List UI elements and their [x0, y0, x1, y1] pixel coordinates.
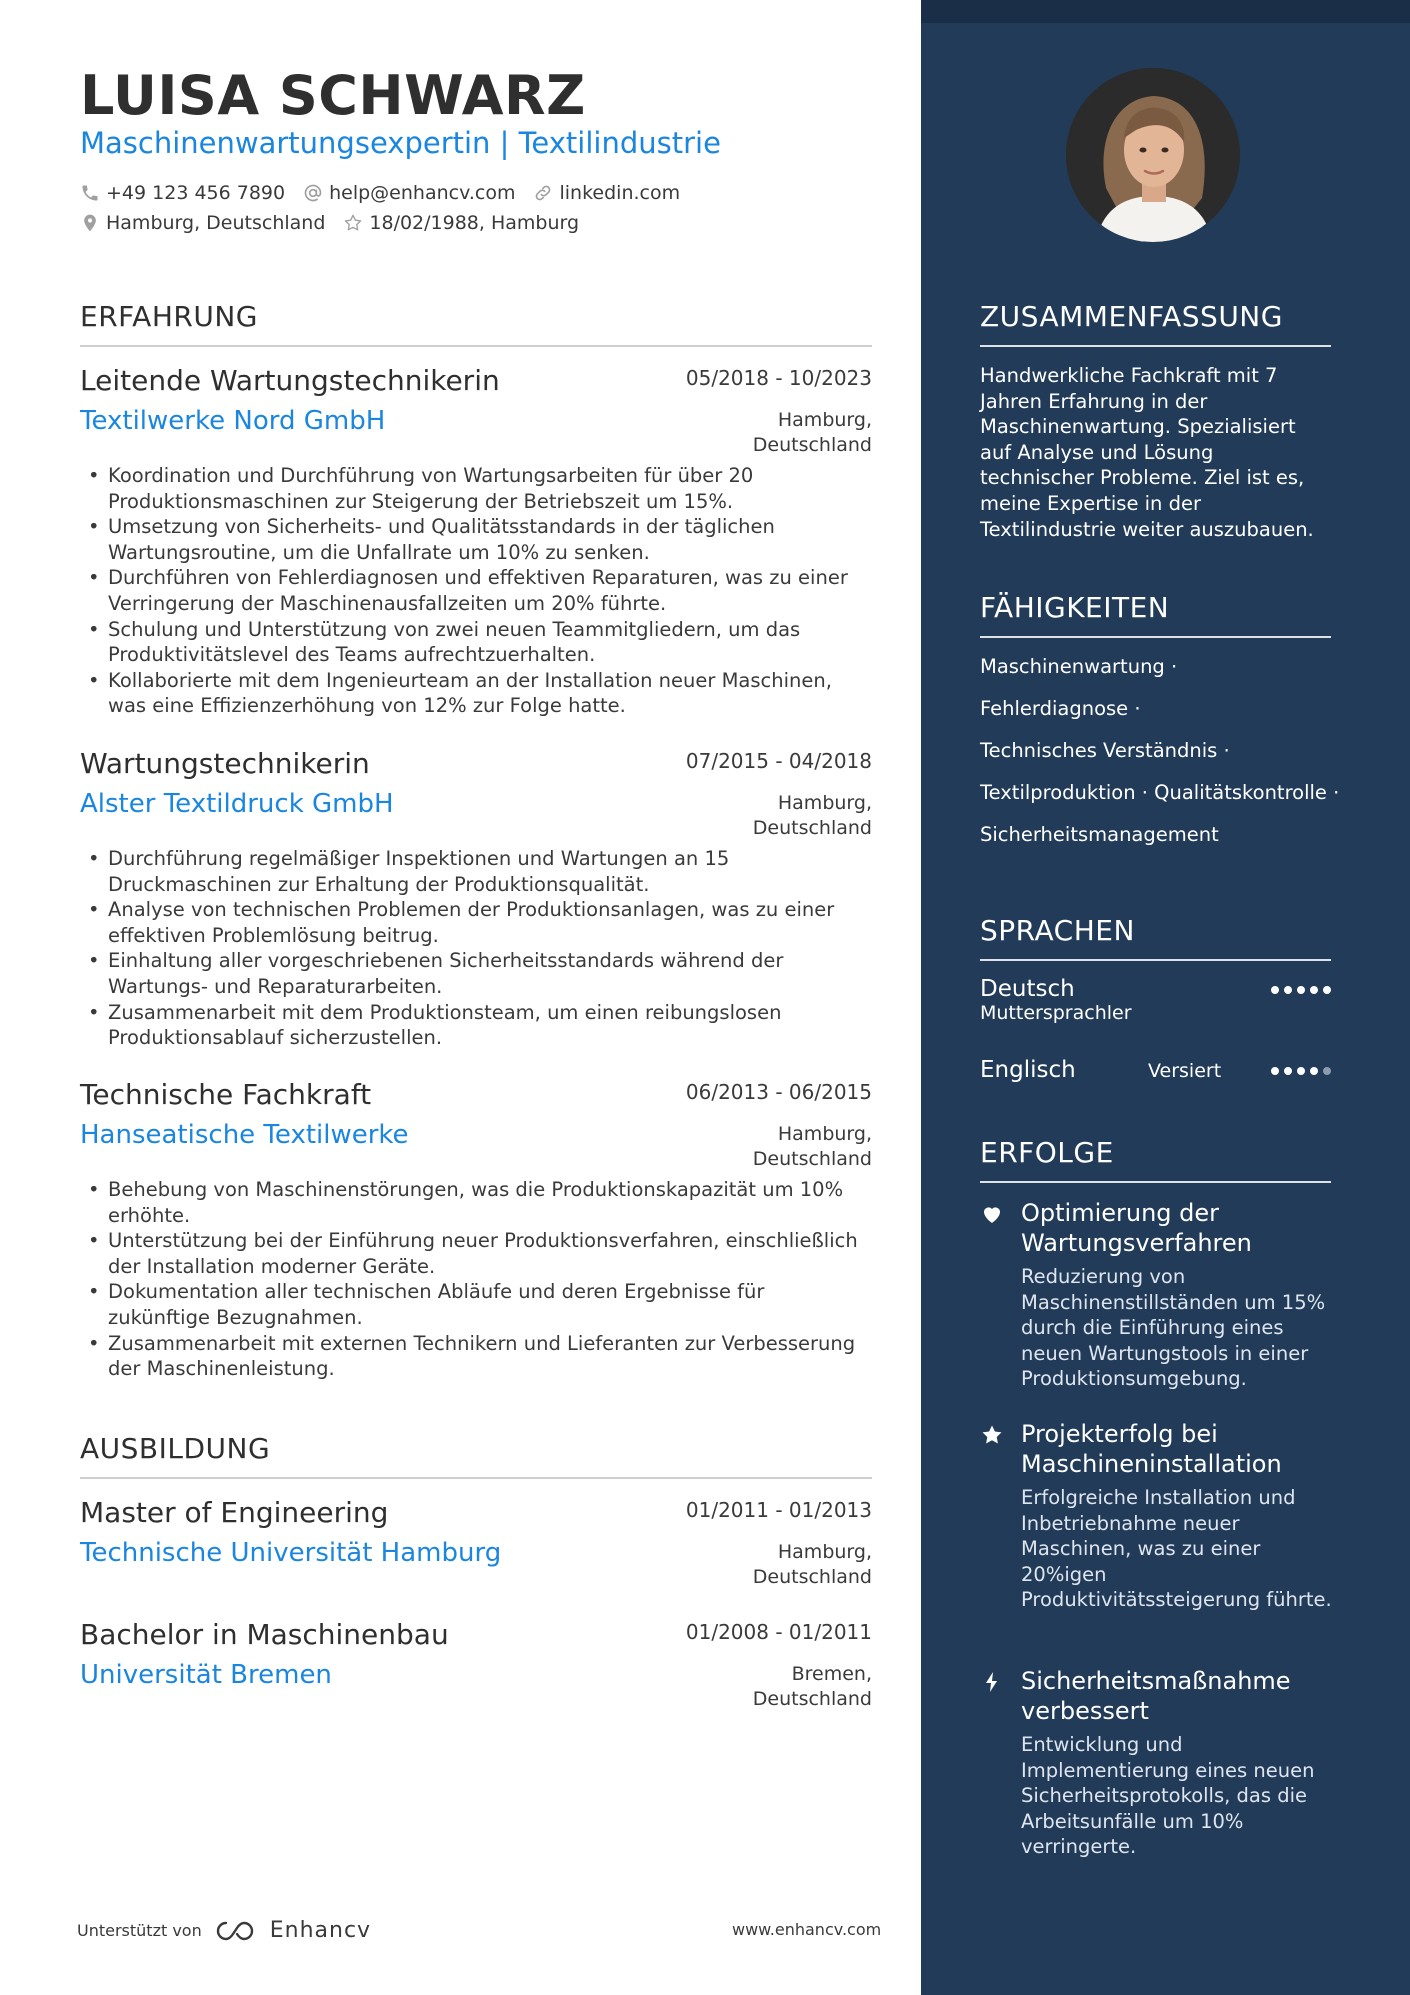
rating-dot-filled [1284, 986, 1292, 994]
list-item: • Analyse von technischen Problemen der Produktionsanlagen, was zu einer effektiven Problemlösung beitrug. [80, 897, 872, 948]
skill-line: Textilproduktion · Qualitätskontrolle · [980, 781, 1340, 804]
rating-dot-filled [1271, 986, 1279, 994]
list-item: • Zusammenarbeit mit dem Produktionsteam, um einen reibungslosen Produktionsablauf sicherzustellen. [80, 1000, 872, 1051]
job-location [753, 791, 872, 841]
job-bullets [80, 1177, 872, 1382]
language-rating [1266, 986, 1331, 994]
list-item: • Kollaborierte mit dem Ingenieurteam an der Installation neuer Maschinen, was eine Effizienzerhöhung von 12% zur Folge hatte. [80, 668, 872, 719]
rating-dot-filled [1284, 1067, 1292, 1075]
education-divider [80, 1477, 872, 1479]
language-name: Englisch [980, 1057, 1076, 1083]
list-item: • Dokumentation aller technischen Abläufe und deren Ergebnisse für zukünftige Bezugnahmen. [80, 1279, 872, 1330]
summary-text: Handwerkliche Fachkraft mit 7 Jahren Erfahrung in der Maschinenwartung. Spezialisiert auf Analyse und Lösung technischer Probleme. Ziel ist es, meine Expertise in der Textilindustrie weiter auszubauen. [980, 364, 1314, 541]
school-location-country: Deutschland [752, 1688, 872, 1710]
skills-list [980, 652, 1360, 862]
skill-line: Sicherheitsmanagement [980, 823, 1219, 846]
rating-dot-empty [1323, 1067, 1331, 1075]
list-item: • Behebung von Maschinenstörungen, was die Produktionskapazität um 10% erhöhte. [80, 1177, 872, 1228]
achievement-description: Erfolgreiche Installation und Inbetriebnahme neuer Maschinen, was zu einer 20%igen Produktivitätssteigerung führte. [1021, 1486, 1332, 1612]
language-level: Muttersprachler [980, 1002, 1132, 1024]
languages-divider [980, 959, 1331, 961]
job-location-city: Hamburg, [777, 409, 872, 431]
job-date: 06/2013 - 06/2015 [685, 1080, 872, 1104]
location-item [80, 212, 325, 234]
enhancv-logo-icon [214, 1919, 260, 1943]
achievement-title: Projekterfolg bei Maschineninstallation [1021, 1420, 1282, 1478]
list-item: • Schulung und Unterstützung von zwei neuen Teammitgliedern, um das Produktivitätslevel des Teams aufrechtzuerhalten. [80, 617, 872, 668]
job-bullets [80, 463, 872, 719]
linkedin-link[interactable]: linkedin.com [559, 182, 681, 204]
experience-heading: ERFAHRUNG [80, 300, 258, 333]
job-date: 07/2015 - 04/2018 [685, 749, 872, 773]
education-date: 01/2008 - 01/2011 [685, 1620, 872, 1644]
school-location-city: Bremen, [791, 1663, 872, 1685]
job-company: Hanseatische Textilwerke [80, 1120, 409, 1150]
footer-powered-text: Unterstützt von [77, 1921, 202, 1940]
skills-divider [980, 636, 1331, 638]
star-icon [980, 1423, 1004, 1447]
contact-row-2 [80, 212, 597, 234]
email-link[interactable]: help@enhancv.com [329, 182, 516, 204]
heart-icon [980, 1202, 1004, 1226]
degree-title: Master of Engineering [80, 1496, 389, 1529]
link-icon [533, 183, 553, 203]
rating-dot-filled [1310, 986, 1318, 994]
footer-brand: Enhancv [269, 1918, 372, 1943]
achievements-divider [980, 1181, 1331, 1183]
list-item: • Durchführung regelmäßiger Inspektionen und Wartungen an 15 Druckmaschinen zur Erhaltung der Produktionsqualität. [80, 846, 872, 897]
school-location-city: Hamburg, [777, 1541, 872, 1563]
star-outline-icon [343, 213, 363, 233]
achievements-heading: ERFOLGE [980, 1136, 1114, 1169]
education-date: 01/2011 - 01/2013 [685, 1498, 872, 1522]
at-icon [303, 183, 323, 203]
achievement-title: Optimierung der Wartungsverfahren [1021, 1199, 1252, 1257]
list-item: • Koordination und Durchführung von Wartungsarbeiten für über 20 Produktionsmaschinen zur Steigerung der Betriebszeit um 15%. [80, 463, 872, 514]
rating-dot-filled [1297, 1067, 1305, 1075]
list-item: • Einhaltung aller vorgeschriebenen Sicherheitsstandards während der Wartungs- und Reparaturarbeiten. [80, 948, 872, 999]
birth-item [343, 212, 579, 234]
job-title: Technische Fachkraft [80, 1078, 372, 1111]
sidebar-top-bar [921, 0, 1410, 23]
list-item: • Unterstützung bei der Einführung neuer Produktionsverfahren, einschließlich der Installation moderner Geräte. [80, 1228, 872, 1279]
portrait-illustration [1066, 68, 1240, 242]
summary-divider [980, 345, 1331, 347]
job-title: Wartungstechnikerin [80, 747, 370, 780]
skill-line: Fehlerdiagnose · [980, 697, 1141, 720]
rating-dot-filled [1323, 986, 1331, 994]
footer-url[interactable]: www.enhancv.com [732, 1920, 882, 1939]
language-entry-1 [980, 976, 1331, 1024]
school-name: Universität Bremen [80, 1660, 332, 1690]
skill-line: Technisches Verständnis · [980, 739, 1230, 762]
list-item: • Zusammenarbeit mit externen Technikern und Lieferanten zur Verbesserung der Maschinenleistung. [80, 1331, 872, 1382]
experience-divider [80, 345, 872, 347]
rating-dot-filled [1310, 1067, 1318, 1075]
contact-row-1 [80, 182, 698, 204]
avatar [1066, 68, 1240, 242]
job-title: Leitende Wartungstechnikerin [80, 364, 500, 397]
job-location-country: Deutschland [752, 817, 872, 839]
phone-icon [80, 183, 100, 203]
job-company: Textilwerke Nord GmbH [80, 406, 386, 436]
job-location [753, 408, 872, 458]
sidebar [921, 0, 1410, 1995]
job-location-country: Deutschland [752, 434, 872, 456]
lightning-icon [980, 1670, 1004, 1694]
language-rating [1266, 1067, 1331, 1075]
job-location-country: Deutschland [752, 1148, 872, 1170]
job-company: Alster Textildruck GmbH [80, 789, 394, 819]
job-date: 05/2018 - 10/2023 [685, 366, 872, 390]
email-item[interactable] [303, 182, 515, 204]
rating-dot-filled [1271, 1067, 1279, 1075]
list-item: • Durchführen von Fehlerdiagnosen und effektiven Reparaturen, was zu einer Verringerung der Maschinenausfallzeiten um 20% führte. [80, 565, 872, 616]
degree-title: Bachelor in Maschinenbau [80, 1618, 449, 1651]
achievement-description: Entwicklung und Implementierung eines neuen Sicherheitsprotokolls, das die Arbeitsunfälle um 10% verringerte. [1021, 1733, 1315, 1859]
location-pin-icon [80, 213, 100, 233]
achievement-description: Reduzierung von Maschinenstillständen um 15% durch die Einführung eines neuen Wartungstools in einer Produktionsumgebung. [1021, 1265, 1326, 1391]
headline: Maschinenwartungsexpertin | Textilindustrie [80, 126, 721, 160]
birth-text: 18/02/1988, Hamburg [369, 212, 580, 234]
job-location-city: Hamburg, [777, 792, 872, 814]
list-item: • Umsetzung von Sicherheits- und Qualitätsstandards in der täglichen Wartungsroutine, um die Unfallrate um 10% zu senken. [80, 514, 872, 565]
summary-heading: ZUSAMMENFASSUNG [980, 300, 1283, 333]
skills-heading: FÄHIGKEITEN [980, 591, 1170, 624]
rating-dot-filled [1297, 986, 1305, 994]
footer-powered-by[interactable] [77, 1918, 371, 1943]
languages-heading: SPRACHEN [980, 914, 1135, 947]
language-name: Deutsch [980, 976, 1075, 1002]
school-location [753, 1540, 872, 1590]
school-name: Technische Universität Hamburg [80, 1538, 502, 1568]
education-heading: AUSBILDUNG [80, 1432, 271, 1465]
job-location [753, 1122, 872, 1172]
linkedin-item[interactable] [533, 182, 680, 204]
phone-text: +49 123 456 7890 [106, 182, 286, 204]
school-location [753, 1662, 872, 1712]
skill-line: Maschinenwartung · [980, 655, 1178, 678]
location-text: Hamburg, Deutschland [106, 212, 326, 234]
job-bullets [80, 846, 872, 1051]
language-level: Versiert [1148, 1060, 1222, 1082]
language-entry-2 [980, 1057, 1331, 1083]
job-location-city: Hamburg, [777, 1123, 872, 1145]
achievement-title: Sicherheitsmaßnahme verbessert [1021, 1667, 1291, 1725]
phone-item [80, 182, 285, 204]
candidate-name: LUISA SCHWARZ [80, 64, 586, 127]
school-location-country: Deutschland [752, 1566, 872, 1588]
